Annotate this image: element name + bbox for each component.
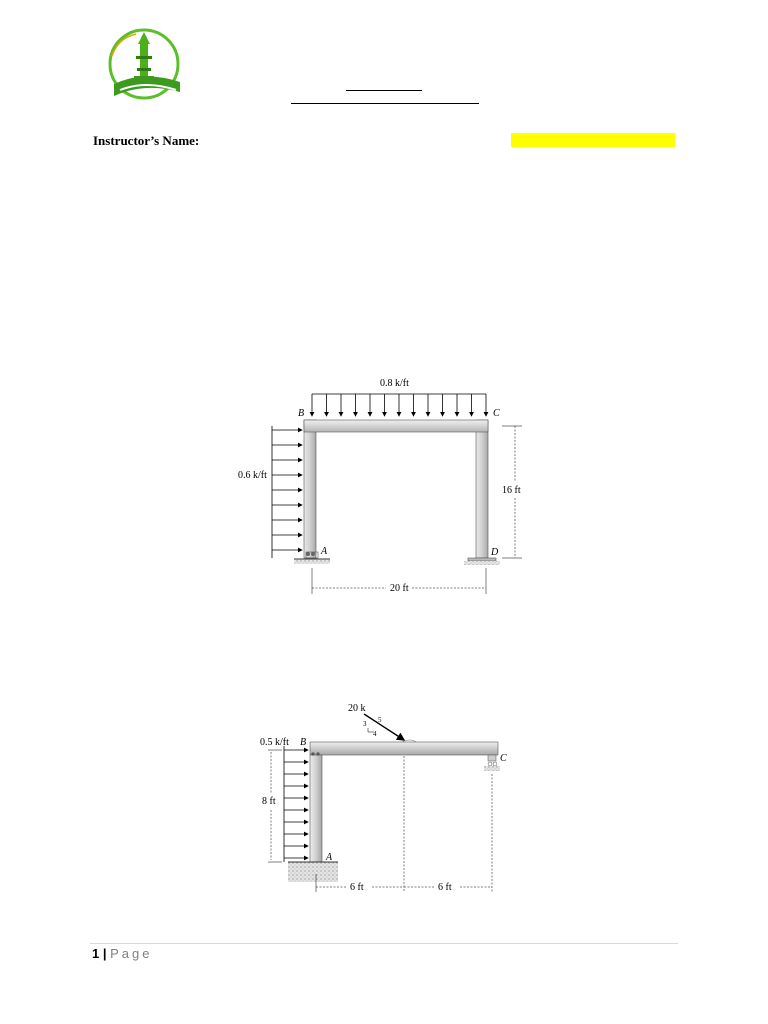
label-a: A [321,546,328,557]
slope-5: 5 [378,716,382,724]
footer-separator: | [102,946,107,961]
label-b: B [298,408,305,419]
point-load-label: 20 k [348,703,366,714]
label-a-2: A [326,852,333,863]
page-number: 1 [92,946,100,961]
label-c-2: C [500,753,507,764]
width-dimension: 20 ft [390,583,409,594]
slope-4: 4 [373,730,377,738]
frame-figure-2 [252,698,508,898]
label-c: C [493,408,500,419]
right-span-dimension: 6 ft [438,882,452,893]
page-word: Page [110,946,153,961]
instructor-label: Instructor’s Name: [93,133,200,148]
left-load-label: 0.6 k/ft [238,470,267,481]
top-load-label: 0.8 k/ft [380,378,409,389]
footer-divider [90,943,678,944]
title-underline [346,90,422,91]
left-span-dimension: 6 ft [350,882,364,893]
subtitle-underline [291,103,479,104]
height-dimension: 16 ft [502,485,521,496]
instructor-name-highlight [511,133,675,147]
label-b-2: B [300,737,307,748]
height-dimension-2: 8 ft [262,796,276,807]
university-logo [100,26,188,104]
label-d: D [491,547,499,558]
page-footer [92,946,153,961]
slope-3: 3 [363,720,367,728]
frame-figure-1 [236,372,536,600]
left-load-label-2: 0.5 k/ft [260,737,289,748]
